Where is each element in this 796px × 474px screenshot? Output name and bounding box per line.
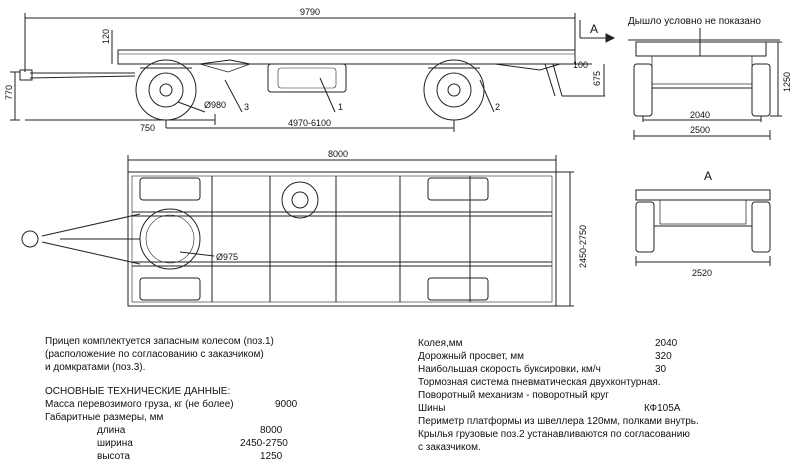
section-view xyxy=(636,190,770,266)
width-label: ширина xyxy=(97,438,133,449)
rear-left-wheel xyxy=(634,64,652,116)
platform-side xyxy=(118,50,575,64)
dim-rear-width: 2500 xyxy=(690,125,711,135)
height-value: 1250 xyxy=(260,451,283,462)
description-line-2: (расположение по согласованию с заказчиком) xyxy=(45,349,264,360)
track-label: Колея,мм xyxy=(418,338,463,349)
steering-text: Поворотный механизм - поворотный круг xyxy=(418,390,609,401)
drawbar-eye xyxy=(20,70,32,80)
clearance-label: Дорожный просвет, мм xyxy=(418,351,524,362)
turntable xyxy=(140,209,200,269)
description-line-1: Прицеп комплектуется запасным колесом (поз.1) xyxy=(45,336,274,347)
length-value: 8000 xyxy=(260,425,283,436)
speed-label: Наибольшая скорость буксировки, км/ч xyxy=(418,364,601,375)
clearance-value: 320 xyxy=(655,351,672,362)
callout-2: 2 xyxy=(495,102,501,112)
platform-top xyxy=(128,172,556,306)
front-wheel xyxy=(136,60,196,120)
dim-section-width: 2520 xyxy=(692,268,713,278)
dim-100: 100 xyxy=(573,60,589,70)
description-line-3: и домкратами (поз.3). xyxy=(45,362,146,373)
dim-track: 2040 xyxy=(690,110,711,120)
width-value: 2450-2750 xyxy=(240,438,288,449)
dim-width-range: 2450-2750 xyxy=(578,224,588,268)
specs-heading: ОСНОВНЫЕ ТЕХНИЧЕСКИЕ ДАННЫЕ: xyxy=(45,386,231,397)
length-label: длина xyxy=(97,425,126,436)
drawbar-eye-top xyxy=(22,231,38,247)
rear-right-wheel xyxy=(752,64,770,116)
callout-1: 1 xyxy=(338,102,344,112)
dim-spare-diameter: Ø975 xyxy=(216,252,239,262)
dim-wheelbase: 4970-6100 xyxy=(288,118,332,128)
dim-front-offset: 750 xyxy=(140,123,156,133)
section-mark: А xyxy=(590,22,599,36)
track-value: 2040 xyxy=(655,338,678,349)
dim-675: 675 xyxy=(592,70,602,86)
fenders-text-2: с заказчиком. xyxy=(418,442,481,453)
speed-value: 30 xyxy=(655,364,667,375)
dim-wheel-diameter: Ø980 xyxy=(204,100,227,110)
brake-text: Тормозная система пневматическая двухконтурная. xyxy=(418,377,661,388)
tires-label: Шины xyxy=(418,403,446,414)
height-label: высота xyxy=(97,451,130,462)
callout-3: 3 xyxy=(244,102,250,112)
payload-label: Масса перевозимого груза, кг (не более) xyxy=(45,399,234,410)
rear-platform xyxy=(636,42,766,56)
perimeter-text: Периметр платформы из швеллера 120мм, полками внутрь. xyxy=(418,416,699,427)
dim-overall-length: 9790 xyxy=(300,7,321,17)
payload-value: 9000 xyxy=(275,399,298,410)
section-label: А xyxy=(704,169,713,183)
dim-rear-height: 1250 xyxy=(782,71,792,92)
top-view xyxy=(22,155,574,306)
rear-note: Дышло условно не показано xyxy=(628,16,761,27)
dims-label: Габаритные размеры, мм xyxy=(45,412,164,423)
dim-hitch-height: 770 xyxy=(4,84,14,100)
dim-120: 120 xyxy=(101,28,111,44)
rear-wheel xyxy=(424,60,484,120)
tires-value: КФ105А xyxy=(644,403,681,414)
rear-view xyxy=(628,28,782,140)
section-platform xyxy=(636,190,770,200)
dim-platform-length: 8000 xyxy=(328,149,349,159)
fenders-text-1: Крылья грузовые поз.2 устанавливаются по согласованию xyxy=(418,429,690,440)
